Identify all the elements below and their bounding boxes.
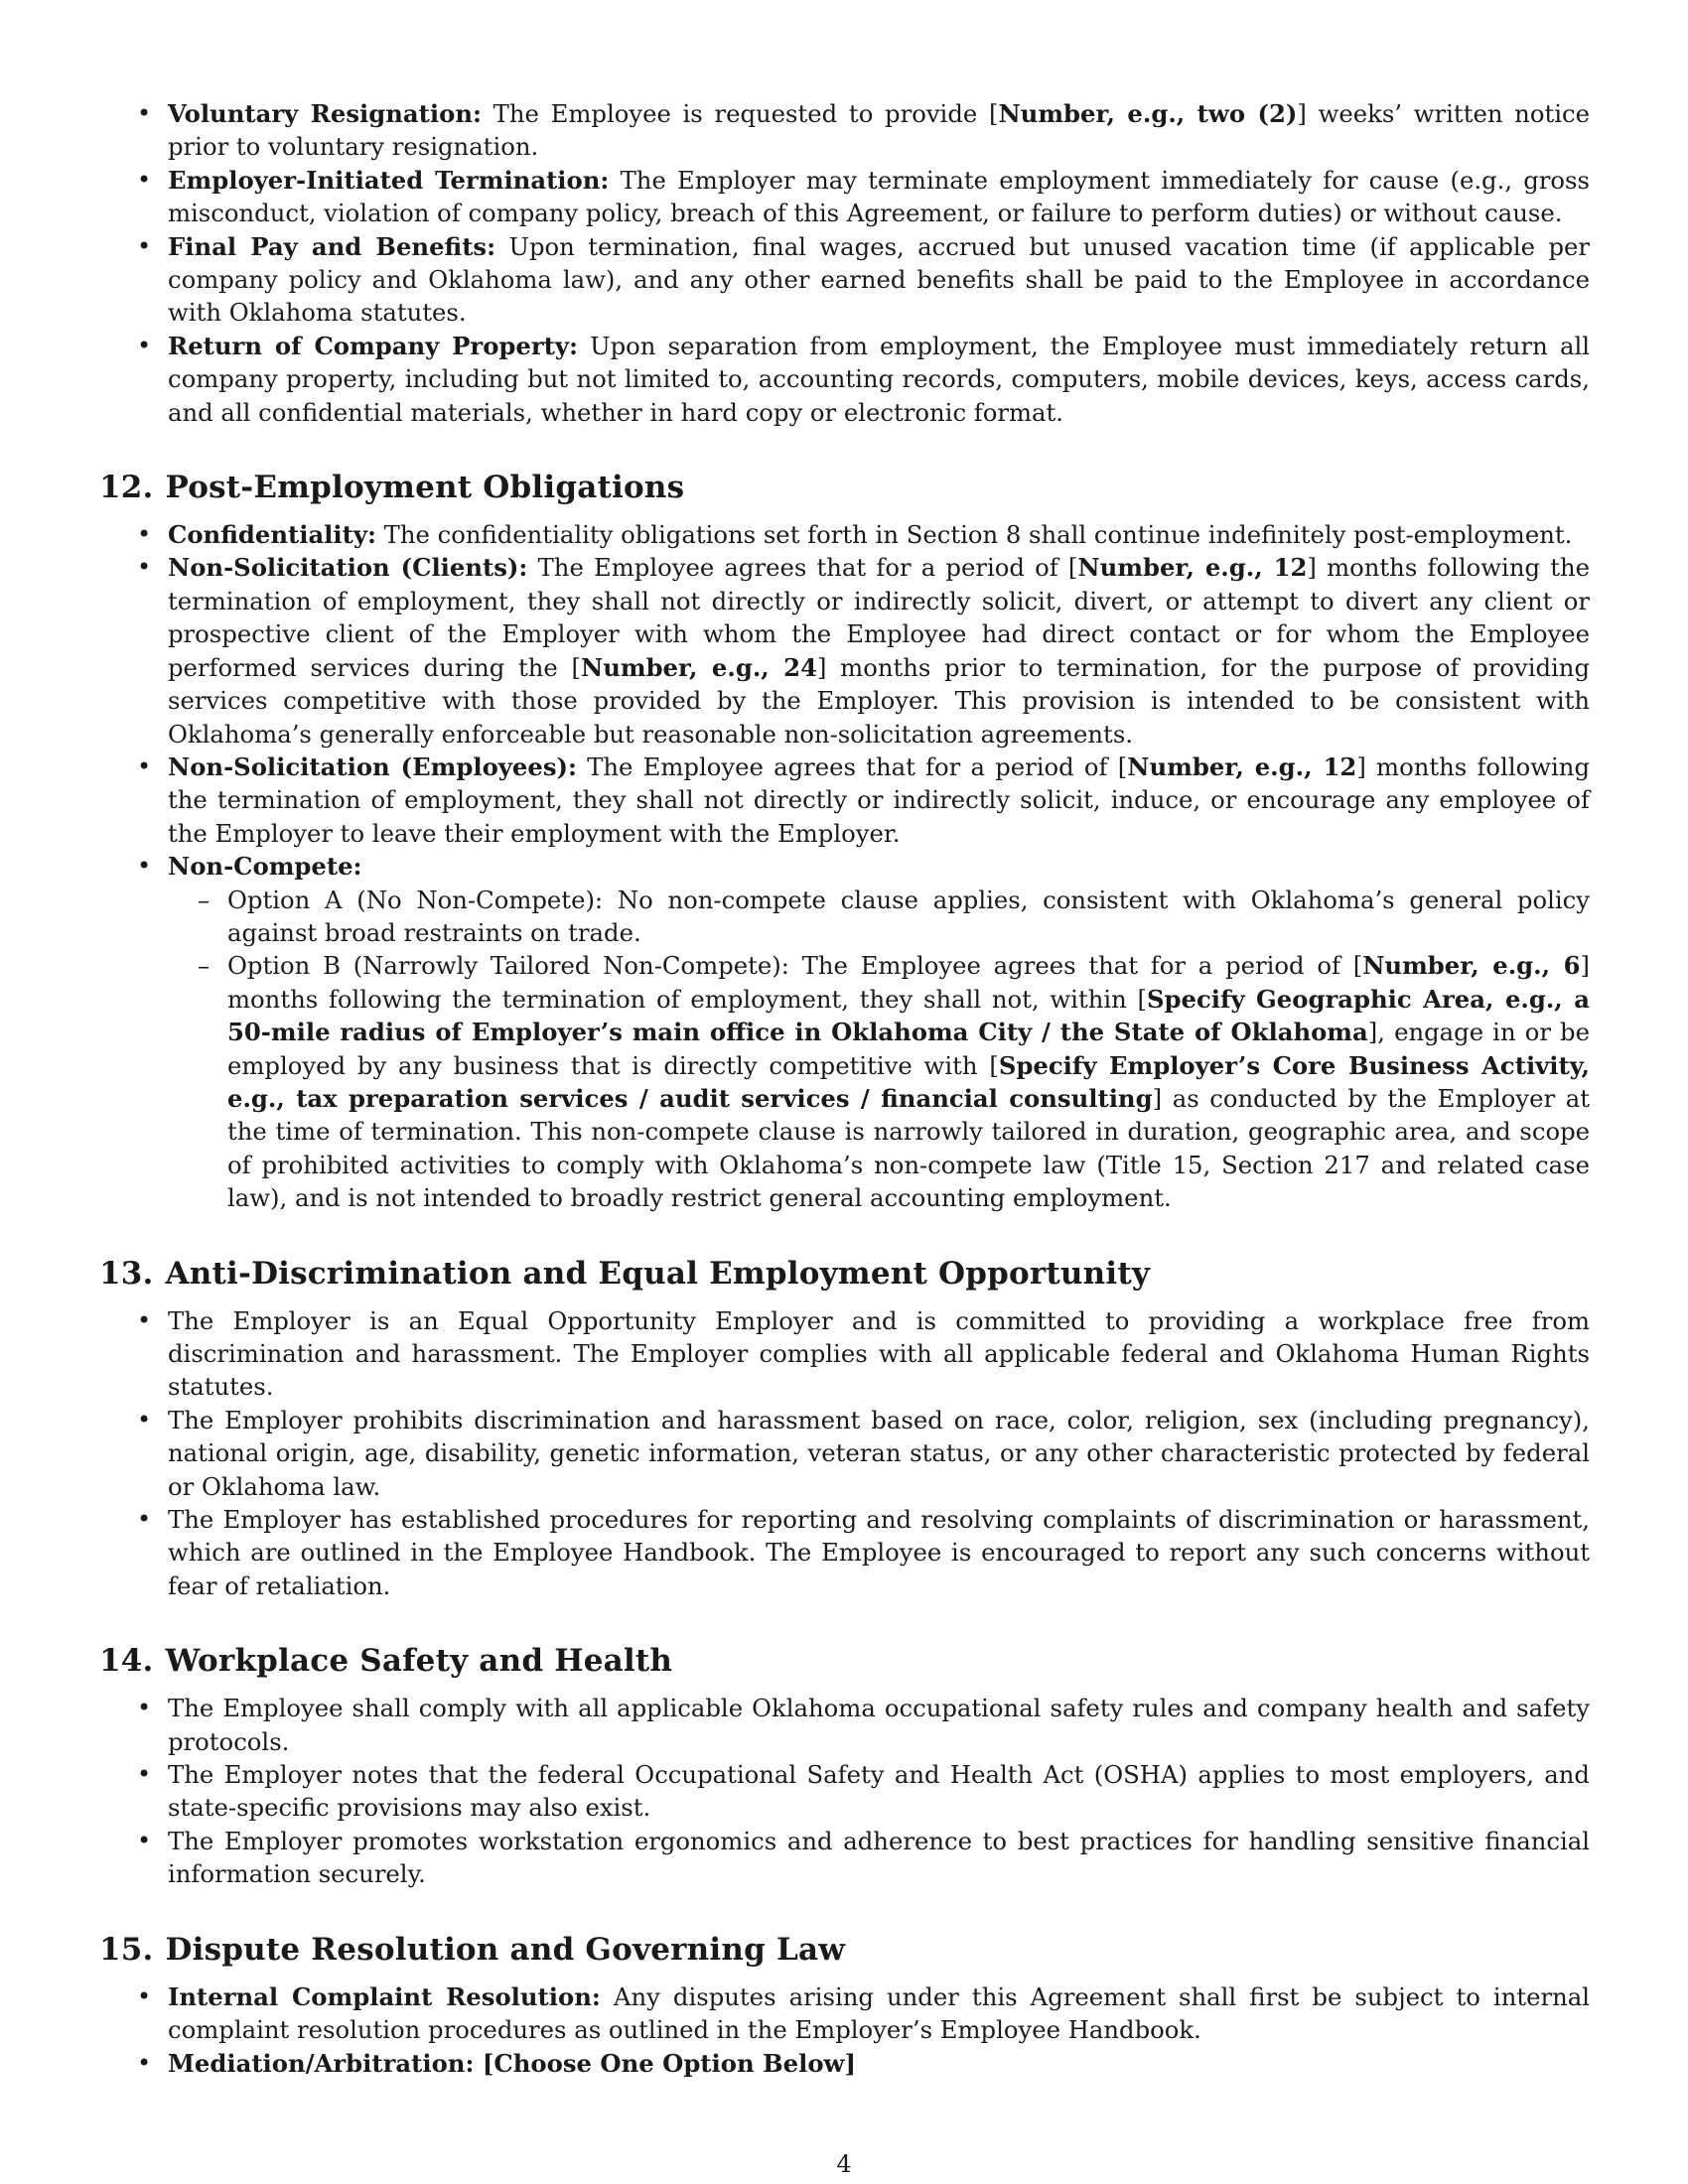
body-text: The confidentiality obligations set forth in Section 8 shall continue indefinitely post-employment. xyxy=(375,520,1573,550)
termination-list xyxy=(99,97,1590,429)
list-item-internal-complaint-resolution xyxy=(99,1980,1590,2047)
list-item-statement xyxy=(99,1404,1590,1503)
section-title: Dispute Resolution and Governing Law xyxy=(165,1931,846,1968)
placeholder-text: Number, e.g., 12 xyxy=(1077,553,1308,583)
sections-container xyxy=(99,469,1590,2080)
body-text: The Employer may terminate employment immediately for cause (e.g., gross misconduct, violation of company policy, breach of this Agreement, or failure to perform duties) or without cause. xyxy=(168,165,1590,228)
list-item-mediation-arbitration-choose-one-option-below xyxy=(99,2047,1590,2080)
section-title: Workplace Safety and Health xyxy=(165,1643,673,1680)
body-text: The Employee shall comply with all applicable Oklahoma occupational safety rules and company health and safety protocols. xyxy=(168,1694,1590,1756)
body-text: Option B (Narrowly Tailored Non-Compete): The Employee agrees that for a period of [ xyxy=(227,951,1363,981)
placeholder-text: Specify Geographic Area, e.g., a 50-mile radius of Employer’s main office in Oklahoma City / the State of Oklahoma xyxy=(227,984,1590,1047)
list-item-employer-initiated-termination xyxy=(99,164,1590,230)
section-number: 15. xyxy=(99,1931,154,1968)
section-list xyxy=(99,1304,1590,1603)
list-item-non-solicitation-clients xyxy=(99,551,1590,750)
item-label: Confidentiality: xyxy=(168,520,376,550)
body-text: The Employer prohibits discrimination and harassment based on race, color, religion, sex (including pregnancy), national origin, age, disability, genetic information, veteran status, or any other characteristic protected by federal or Oklahoma law. xyxy=(168,1405,1590,1501)
body-text: The Employer is an Equal Opportunity Employer and is committed to providing a workplace free from discrimination and harassment. The Employer complies with all applicable federal and Oklahoma Human Rights statutes. xyxy=(168,1305,1590,1402)
section-heading-workplace-safety-and-health xyxy=(99,1642,1590,1680)
placeholder-text: Number, e.g., 12 xyxy=(1127,751,1357,781)
page-number: 4 xyxy=(836,2150,852,2178)
body-text: ] months following the termination of employment, they shall not directly or indirectly solicit, divert, or attempt to divert any client or prospective client of the Employer with whom the Employee had direct contact or for whom the Employee performed services during the [ xyxy=(168,553,1591,682)
sub-list-item xyxy=(168,884,1590,950)
section-list xyxy=(99,518,1590,1215)
item-label: Internal Complaint Resolution: xyxy=(168,1981,601,2011)
body-text: The Employee is requested to provide [ xyxy=(481,99,999,128)
list-item-return-of-company-property xyxy=(99,330,1590,429)
section-number: 12. xyxy=(99,470,154,506)
section-heading-post-employment-obligations xyxy=(99,469,1590,506)
section-number: 13. xyxy=(99,1255,154,1292)
body-text: The Employer promotes workstation ergonomics and adherence to best practices for handling sensitive financial information securely. xyxy=(168,1826,1590,1889)
placeholder-text: Number, e.g., 24 xyxy=(580,652,817,682)
body-text: Any disputes arising under this Agreement shall first be subject to internal complaint resolution procedures as outlined in the Employer’s Employee Handbook. xyxy=(168,1981,1591,2045)
list-item-statement xyxy=(99,1304,1590,1404)
list-item-final-pay-and-benefits xyxy=(99,230,1590,330)
item-label: Non-Compete: xyxy=(168,852,362,882)
item-label: Return of Company Property: xyxy=(168,331,578,360)
body-text: ] months following the termination of employment, they shall not, within [ xyxy=(227,951,1590,1014)
sub-list xyxy=(168,884,1590,1215)
body-text: ] months prior to termination, for the purpose of providing services competitive with those provided by the Employer. This provision is intended to be consistent with Oklahoma’s generally enforceable but reasonable non-solicitation agreements. xyxy=(168,652,1590,749)
section-list xyxy=(99,1692,1590,1890)
body-text: The Employer notes that the federal Occupational Safety and Health Act (OSHA) applies to most employers, and state-specific provisions may also exist. xyxy=(168,1760,1590,1823)
list-item-non-compete xyxy=(99,850,1590,1214)
item-label: Employer-Initiated Termination: xyxy=(168,165,610,195)
body-text: ] as conducted by the Employer at the time of termination. This non-compete clause is narrowly tailored in duration, geographic area, and scope of prohibited activities to comply with Oklahoma’s non-compete law (Title 15, Section 217 and related case law), and is not intended to broadly restrict general accounting employment. xyxy=(227,1083,1590,1213)
list-item-statement xyxy=(99,1825,1590,1891)
section-title: Post-Employment Obligations xyxy=(165,470,685,506)
sub-list-item xyxy=(168,949,1590,1214)
item-label: Final Pay and Benefits: xyxy=(168,231,496,261)
section-heading-dispute-resolution-and-governing-law xyxy=(99,1931,1590,1969)
body-text: Upon separation from employment, the Employee must immediately return all company property, including but not limited to, accounting records, computers, mobile devices, keys, access cards, and all confidential materials, whether in hard copy or electronic format. xyxy=(168,331,1590,427)
section-number: 14. xyxy=(99,1643,154,1680)
list-item-voluntary-resignation xyxy=(99,97,1590,164)
placeholder-text: Number, e.g., two (2) xyxy=(998,99,1298,128)
body-text: ], engage in or be employed by any business that is directly competitive with [ xyxy=(227,1018,1590,1080)
placeholder-text: Number, e.g., 6 xyxy=(1362,951,1581,981)
body-text: The Employee agrees that for a period of [ xyxy=(576,751,1128,781)
list-item-statement xyxy=(99,1503,1590,1602)
list-item-non-solicitation-employees xyxy=(99,751,1590,850)
item-label: Voluntary Resignation: xyxy=(168,99,482,128)
body-text: The Employee agrees that for a period of [ xyxy=(527,553,1078,583)
item-label: Non-Solicitation (Employees): xyxy=(168,751,577,781)
section-list xyxy=(99,1980,1590,2080)
body-text: ] weeks’ written notice prior to voluntary resignation. xyxy=(168,99,1590,162)
section-title: Anti-Discrimination and Equal Employment Opportunity xyxy=(165,1255,1151,1292)
document-page xyxy=(99,97,1590,2080)
body-text: Option A (No Non-Compete): No non-compete clause applies, consistent with Oklahoma’s general policy against broad restraints on trade. xyxy=(227,885,1590,947)
item-label: Non-Solicitation (Clients): xyxy=(168,553,528,583)
list-item-confidentiality xyxy=(99,518,1590,551)
list-item-statement xyxy=(99,1692,1590,1758)
item-label: Mediation/Arbitration: [Choose One Option Below] xyxy=(168,2048,856,2078)
placeholder-text: Specify Employer’s Core Business Activity, e.g., tax preparation services / audit services / financial consulting xyxy=(227,1050,1591,1113)
body-text: The Employer has established procedures for reporting and resolving complaints of discrimination or harassment, which are outlined in the Employee Handbook. The Employee is encouraged to report any such concerns without fear of retaliation. xyxy=(168,1505,1590,1600)
body-text: Upon termination, final wages, accrued but unused vacation time (if applicable per company policy and Oklahoma law), and any other earned benefits shall be paid to the Employee in accordance with Oklahoma statutes. xyxy=(168,231,1590,328)
section-heading-anti-discrimination-and-equal-employment-opportunity xyxy=(99,1255,1590,1293)
body-text: ] months following the termination of employment, they shall not directly or indirectly solicit, induce, or encourage any employee of the Employer to leave their employment with the Employer. xyxy=(168,751,1590,848)
list-item-statement xyxy=(99,1758,1590,1825)
